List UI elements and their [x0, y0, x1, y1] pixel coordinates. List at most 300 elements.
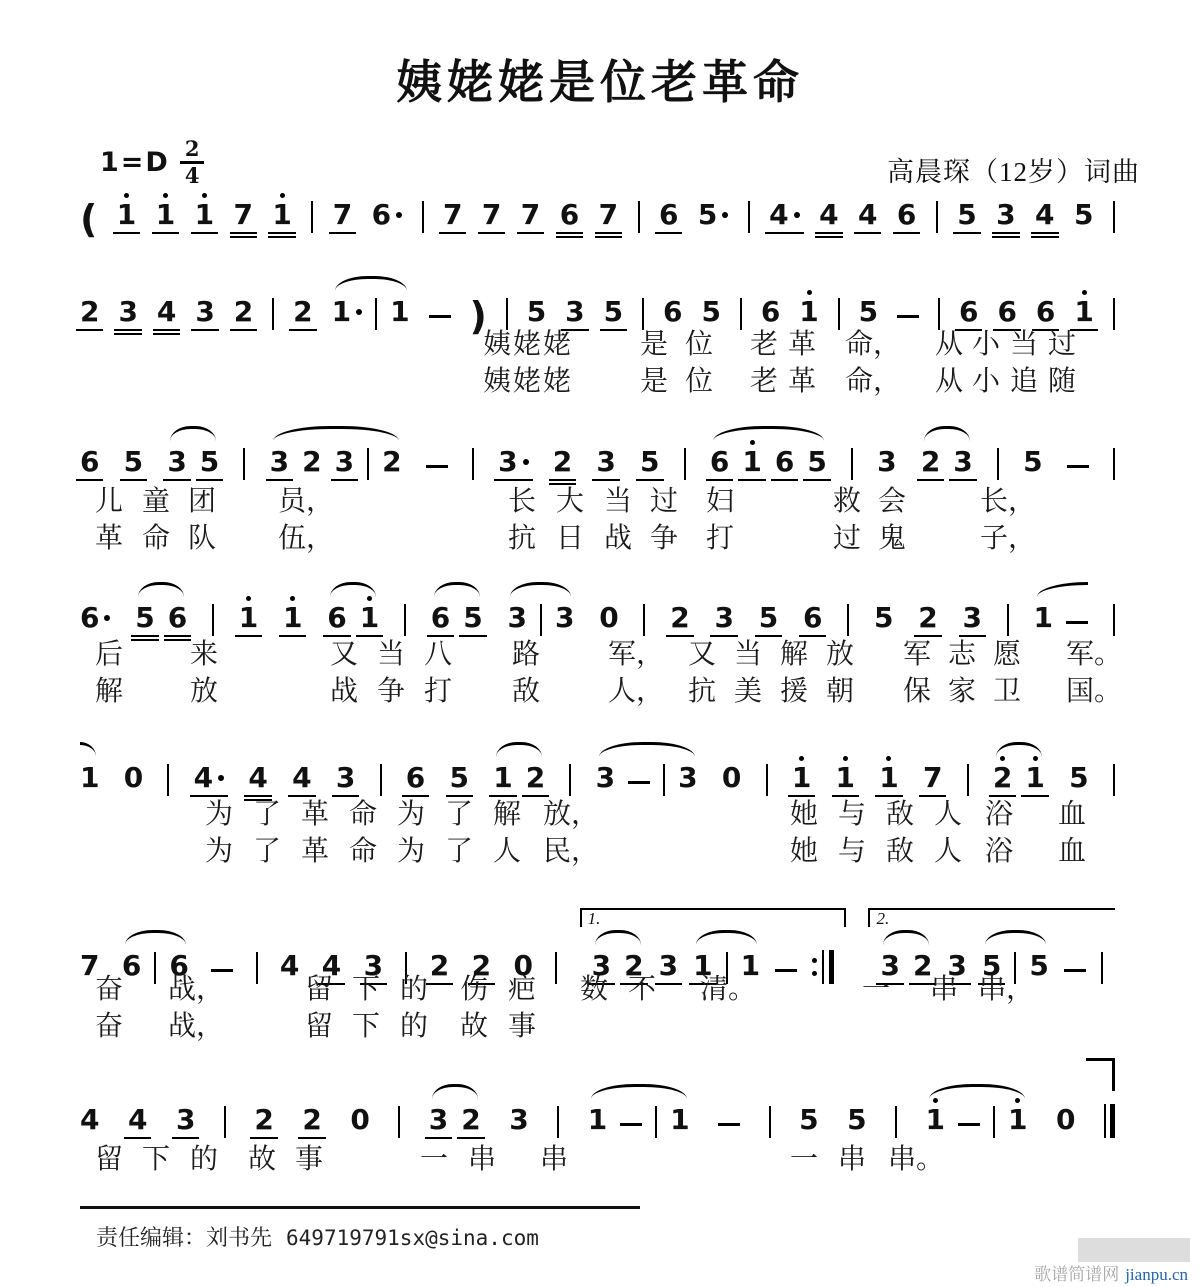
note — [670, 595, 689, 645]
slur-arc — [921, 426, 973, 489]
note — [923, 755, 942, 805]
beam-line — [427, 635, 454, 637]
lyric-syllable: 日 — [556, 523, 585, 554]
note-number: 4 — [80, 1103, 100, 1136]
beam-line — [854, 232, 881, 234]
lyric-syllable: 战 — [604, 523, 633, 554]
lyric-syllable: 放 — [826, 639, 855, 670]
duration-dash — [211, 969, 233, 972]
barline — [375, 298, 377, 330]
lyric-syllable: 姨 — [483, 329, 512, 360]
duration-dash — [429, 315, 451, 318]
note-number: 2 — [912, 949, 933, 982]
note-number: 6 — [121, 949, 142, 982]
note-number: 1 — [1033, 601, 1053, 634]
note-number: 7 — [233, 198, 253, 231]
music-line-5 — [80, 742, 1115, 805]
music-line-3 — [80, 426, 1115, 489]
beam-line — [815, 236, 842, 238]
note-number: 3 — [167, 445, 187, 478]
note — [272, 192, 291, 242]
lyric-syllable: 为 — [397, 836, 426, 867]
lyric-syllable: 一 — [862, 974, 891, 1005]
barline — [311, 201, 313, 233]
lyric-syllable: 位 — [685, 366, 714, 397]
lyric-syllable: 串 — [930, 974, 959, 1005]
lyric-row-3 — [0, 487, 1200, 519]
lyric-syllable: 浴 — [985, 799, 1014, 830]
note-number: 6 — [658, 198, 679, 231]
note — [1023, 439, 1042, 489]
note-number: 1 — [693, 949, 713, 982]
lyric-syllable: 下 — [142, 1144, 171, 1175]
augmentation-dot — [356, 309, 362, 315]
note — [759, 595, 778, 645]
note-number: 2 — [992, 761, 1013, 794]
note — [124, 755, 143, 805]
lyric-syllable: 过 — [833, 523, 862, 554]
beam-line — [989, 795, 1016, 797]
lyric-syllable: 愿 — [993, 639, 1022, 670]
lyric-syllable: 民， — [543, 836, 600, 867]
note-number: 6 — [709, 445, 730, 478]
note — [254, 1097, 273, 1147]
lyric-syllable: 命， — [845, 329, 902, 360]
beam-line — [771, 479, 798, 481]
note — [879, 755, 898, 805]
note-number: 4 — [248, 761, 268, 794]
beam-lines — [1070, 229, 1097, 242]
note-number: 5 — [874, 601, 894, 634]
barline — [766, 764, 768, 796]
lyric-syllable: 命 — [349, 836, 378, 867]
note-number: 2 — [670, 601, 690, 634]
barline — [769, 1106, 771, 1138]
beam-line — [478, 232, 505, 234]
lyric-syllable: 命 — [142, 523, 171, 554]
beam-line — [992, 236, 1019, 238]
beam-lines — [854, 229, 881, 242]
note-number: 3 — [595, 761, 616, 794]
barline — [1113, 201, 1115, 233]
augmentation-dot — [104, 615, 110, 621]
duration-dash — [1067, 465, 1089, 468]
note-number: 2 — [382, 445, 402, 478]
augmentation-dot — [218, 775, 224, 781]
repeat-dots — [812, 958, 817, 976]
slur-arc — [270, 426, 402, 489]
note — [360, 595, 379, 645]
note-number: 3 — [363, 949, 384, 982]
lyric-syllable: 团 — [188, 486, 217, 517]
note-number: 3 — [175, 1103, 196, 1136]
note-number: 5 — [1029, 949, 1049, 982]
lyric-syllable: 血 — [1058, 799, 1087, 830]
duration-dash — [1064, 969, 1086, 972]
lyric-syllable: 儿 — [95, 486, 124, 517]
barline — [367, 448, 369, 480]
lyric-row-2 — [0, 367, 1200, 399]
note-number: 5 — [701, 295, 721, 328]
note-number: 1 — [359, 601, 380, 634]
barline — [557, 1106, 559, 1138]
note-number: 4 — [127, 1103, 148, 1136]
beam-line — [832, 795, 859, 797]
lyric-syllable: 追 — [1010, 366, 1039, 397]
note-number: 0 — [721, 761, 742, 794]
note-number: 0 — [350, 1103, 370, 1136]
lyric-syllable: 放， — [543, 799, 600, 830]
composer-credit: 高晨琛（12岁）词曲 — [887, 157, 1140, 187]
note-number: 6 — [774, 445, 795, 478]
barline — [224, 1106, 226, 1138]
note-number: 4 — [769, 201, 799, 229]
lyric-syllable: 为 — [205, 836, 234, 867]
beam-line — [666, 635, 693, 637]
note-number: 2 — [918, 601, 938, 634]
lyric-syllable: 志 — [948, 639, 977, 670]
note — [775, 439, 794, 489]
lyric-syllable: 解 — [95, 676, 124, 707]
note — [722, 755, 741, 805]
note — [509, 1097, 528, 1147]
barline — [936, 201, 938, 233]
duration-dash — [620, 1123, 642, 1126]
beam-line — [815, 232, 842, 234]
beam-line — [459, 635, 486, 637]
duration-dash — [628, 781, 650, 784]
lyric-syllable: 串 — [540, 1144, 569, 1175]
note-number: 1 — [740, 949, 761, 982]
note-number: 3 — [507, 601, 527, 634]
beam-line — [356, 635, 383, 637]
slur-arc — [926, 1084, 1028, 1147]
beam-line — [1031, 232, 1058, 234]
lyric-syllable: 援 — [780, 676, 809, 707]
barline — [938, 298, 940, 330]
lyric-syllable: 军。 — [1066, 639, 1123, 670]
lyric-syllable: 小 — [972, 329, 1001, 360]
beam-lines — [992, 229, 1019, 242]
beam-line — [788, 795, 815, 797]
lyric-syllable: 放 — [190, 676, 219, 707]
note-number: 6 — [80, 445, 100, 478]
lyric-syllable: 伤 — [460, 974, 489, 1005]
note — [993, 755, 1012, 805]
lyric-syllable: 老 — [750, 329, 779, 360]
beam-line — [710, 635, 737, 637]
lyric-syllable: 人 — [493, 836, 522, 867]
note-number: 5 — [135, 601, 155, 634]
lyric-syllable: 下 — [352, 1011, 381, 1042]
note — [836, 755, 855, 805]
barline — [642, 298, 644, 330]
note-number: 5 — [981, 949, 1002, 982]
note — [714, 595, 733, 645]
slur-arc — [135, 582, 187, 645]
note — [283, 595, 302, 645]
barline — [506, 298, 508, 330]
lyric-syllable: 留 — [305, 974, 334, 1005]
note-number: 0 — [123, 761, 144, 794]
beam-lines — [113, 229, 140, 242]
lyric-syllable: 子， — [980, 523, 1037, 554]
note — [560, 192, 579, 242]
beam-line — [803, 479, 830, 481]
lyric-syllable: 与 — [838, 799, 867, 830]
barline — [993, 1106, 995, 1138]
beam-line — [446, 795, 473, 797]
note-number: 3 — [428, 1103, 449, 1136]
note-number: 3 — [335, 761, 356, 794]
note — [335, 439, 354, 489]
note-number: 4 — [279, 949, 300, 982]
note — [200, 439, 219, 489]
lyric-row-8 — [0, 837, 1200, 869]
note — [248, 755, 267, 805]
note-number: 6 — [327, 601, 347, 634]
note — [874, 595, 893, 645]
lyric-syllable: 救 — [833, 486, 862, 517]
note-number: 6 — [802, 601, 823, 634]
barline — [684, 448, 686, 480]
note — [443, 192, 462, 242]
note-number: 5 — [1073, 198, 1094, 231]
lyric-syllable: 与 — [838, 836, 867, 867]
lyric-syllable: 打 — [424, 676, 453, 707]
note-number: 1 — [925, 1103, 946, 1136]
beam-line — [250, 1137, 277, 1139]
duration-dash — [1066, 621, 1088, 624]
note — [195, 192, 214, 242]
volta-end-mark — [1086, 1058, 1115, 1091]
beam-lines — [893, 229, 920, 242]
note-number: 1 — [1008, 1103, 1028, 1136]
slur-arc — [429, 1084, 481, 1147]
beam-lines — [556, 229, 583, 242]
note-number: 6 — [169, 949, 189, 982]
duration-dash — [775, 969, 797, 972]
note — [799, 1097, 818, 1147]
lyric-syllable: 长 — [508, 486, 537, 517]
note — [194, 755, 224, 805]
note — [482, 192, 501, 242]
note — [555, 595, 574, 645]
barline — [638, 201, 640, 233]
lyric-syllable: 革 — [788, 329, 817, 360]
beam-line — [919, 795, 946, 797]
watermark-site-name: 歌谱简谱网 — [1034, 1265, 1120, 1284]
beam-line — [152, 232, 179, 234]
note — [336, 755, 355, 805]
note — [350, 1097, 369, 1147]
beam-line — [331, 479, 358, 481]
note — [117, 192, 136, 242]
note — [588, 1097, 607, 1147]
lyric-row-1 — [0, 330, 1200, 362]
lyric-syllable: 敌 — [886, 799, 915, 830]
note — [897, 192, 916, 242]
augmentation-dot — [794, 212, 800, 218]
note — [234, 192, 253, 242]
lyric-syllable: 血 — [1058, 836, 1087, 867]
note-number: 1 — [587, 1103, 608, 1136]
note — [918, 595, 937, 645]
barline — [643, 604, 645, 636]
slur-arc — [493, 742, 545, 805]
lyric-syllable: 串 — [838, 1144, 867, 1175]
note-number: 2 — [461, 1103, 481, 1136]
note-number: 3 — [591, 949, 612, 982]
lyric-syllable: 争 — [650, 523, 679, 554]
note-number: 0 — [1055, 1103, 1076, 1136]
augmentation-dot — [523, 459, 529, 465]
note — [406, 755, 425, 805]
note — [80, 755, 99, 805]
lyric-row-10 — [0, 1012, 1200, 1044]
note — [921, 439, 940, 489]
note-number: 6 — [430, 601, 451, 634]
note-number: 3 — [678, 761, 698, 794]
slur-arc — [431, 582, 483, 645]
lyric-syllable: 过 — [650, 486, 679, 517]
note — [128, 1097, 147, 1147]
lyric-syllable: 又 — [688, 639, 717, 670]
slur-arc — [993, 742, 1045, 805]
lyric-syllable: 一 — [420, 1144, 449, 1175]
beam-lines — [595, 229, 622, 242]
lyric-syllable: 打 — [706, 523, 735, 554]
note — [292, 755, 311, 805]
note-number: 2 — [80, 295, 100, 328]
barline — [472, 448, 474, 480]
beam-line — [172, 1137, 199, 1139]
beam-line — [959, 635, 986, 637]
note — [553, 439, 572, 489]
beam-line — [230, 232, 257, 234]
note-number: 1 — [272, 198, 292, 231]
note — [80, 595, 110, 645]
note-number: 2 — [624, 949, 644, 982]
beam-line — [549, 483, 576, 485]
music-line-1 — [80, 192, 1115, 242]
beam-lines — [191, 229, 218, 242]
note-number: 5 — [758, 601, 779, 634]
barline — [740, 298, 742, 330]
note — [803, 595, 822, 645]
phrase-paren: ( — [80, 197, 98, 241]
lyric-syllable: 敌 — [886, 836, 915, 867]
footer-editor-line — [96, 1221, 539, 1252]
note-number: 3 — [596, 445, 616, 478]
note-number: 7 — [481, 198, 502, 231]
editor-label: 责任编辑：刘书先 — [96, 1225, 273, 1250]
editor-email: 649719791sx@sina.com — [286, 1226, 539, 1250]
lyric-syllable: 从 — [935, 329, 964, 360]
note — [742, 439, 761, 489]
lyric-syllable: 姥 — [513, 366, 542, 397]
note-number: 3 — [658, 949, 679, 982]
note — [996, 192, 1015, 242]
note-number: 5 — [640, 445, 660, 478]
lyric-syllable: 革 — [95, 523, 124, 554]
note — [239, 595, 258, 645]
beam-line — [755, 635, 782, 637]
barline — [851, 448, 853, 480]
beam-lines — [439, 229, 466, 242]
lyric-syllable: 不 — [628, 974, 657, 1005]
note-number: 6 — [896, 198, 917, 231]
lyric-syllable: 位 — [685, 329, 714, 360]
note — [926, 1097, 945, 1147]
lyric-row-6 — [0, 677, 1200, 709]
music-line-7 — [80, 1084, 1115, 1147]
note — [176, 1097, 195, 1147]
lyric-syllable: 命， — [845, 366, 902, 397]
note — [507, 595, 526, 645]
slur-arc — [1034, 582, 1088, 645]
lyric-syllable: 事 — [295, 1144, 324, 1175]
lyric-syllable: 八 — [424, 639, 453, 670]
beam-line — [230, 236, 257, 238]
final-barline — [1104, 1104, 1115, 1138]
beam-line — [457, 1137, 484, 1139]
note — [270, 439, 289, 489]
barline — [272, 298, 274, 330]
note — [80, 439, 99, 489]
barline — [1113, 448, 1115, 480]
note — [710, 439, 729, 489]
barline — [569, 764, 571, 796]
beam-line — [893, 232, 920, 234]
lyric-syllable: 姥 — [543, 329, 572, 360]
note — [450, 755, 469, 805]
lyric-syllable: 了 — [445, 836, 474, 867]
note — [382, 439, 401, 489]
slur-arc — [80, 742, 99, 805]
note-number: 5 — [526, 295, 547, 328]
lyric-syllable: 故 — [248, 1144, 277, 1175]
note-number: 0 — [513, 949, 533, 982]
lyric-syllable: 争 — [377, 676, 406, 707]
beam-line — [494, 479, 532, 481]
beam-line — [332, 795, 359, 797]
time-signature-numerator: 2 — [180, 138, 205, 164]
note-number: 3 — [334, 445, 355, 478]
duration-dash — [897, 315, 919, 318]
beam-line — [1021, 795, 1048, 797]
lyric-syllable: 是 — [640, 366, 669, 397]
lyric-syllable: 人 — [934, 836, 963, 867]
time-signature — [180, 138, 205, 187]
lyric-syllable: 伍， — [278, 523, 335, 554]
barline — [1113, 298, 1115, 330]
note — [1074, 192, 1093, 242]
lyric-syllable: 一 — [790, 1144, 819, 1175]
watermark-site-domain: jianpu.cn — [1125, 1265, 1188, 1284]
note-number: 1 — [238, 601, 259, 634]
lyric-syllable: 留 — [305, 1011, 334, 1042]
note-number: 6 — [663, 295, 683, 328]
beam-line — [244, 795, 271, 797]
note-number: 5 — [799, 1103, 819, 1136]
lyric-syllable: 下 — [352, 974, 381, 1005]
beam-line — [992, 232, 1019, 234]
music-line-4 — [80, 582, 1115, 645]
note — [957, 192, 976, 242]
lyric-syllable: 路 — [512, 639, 541, 670]
note-number: 1 — [799, 295, 819, 328]
